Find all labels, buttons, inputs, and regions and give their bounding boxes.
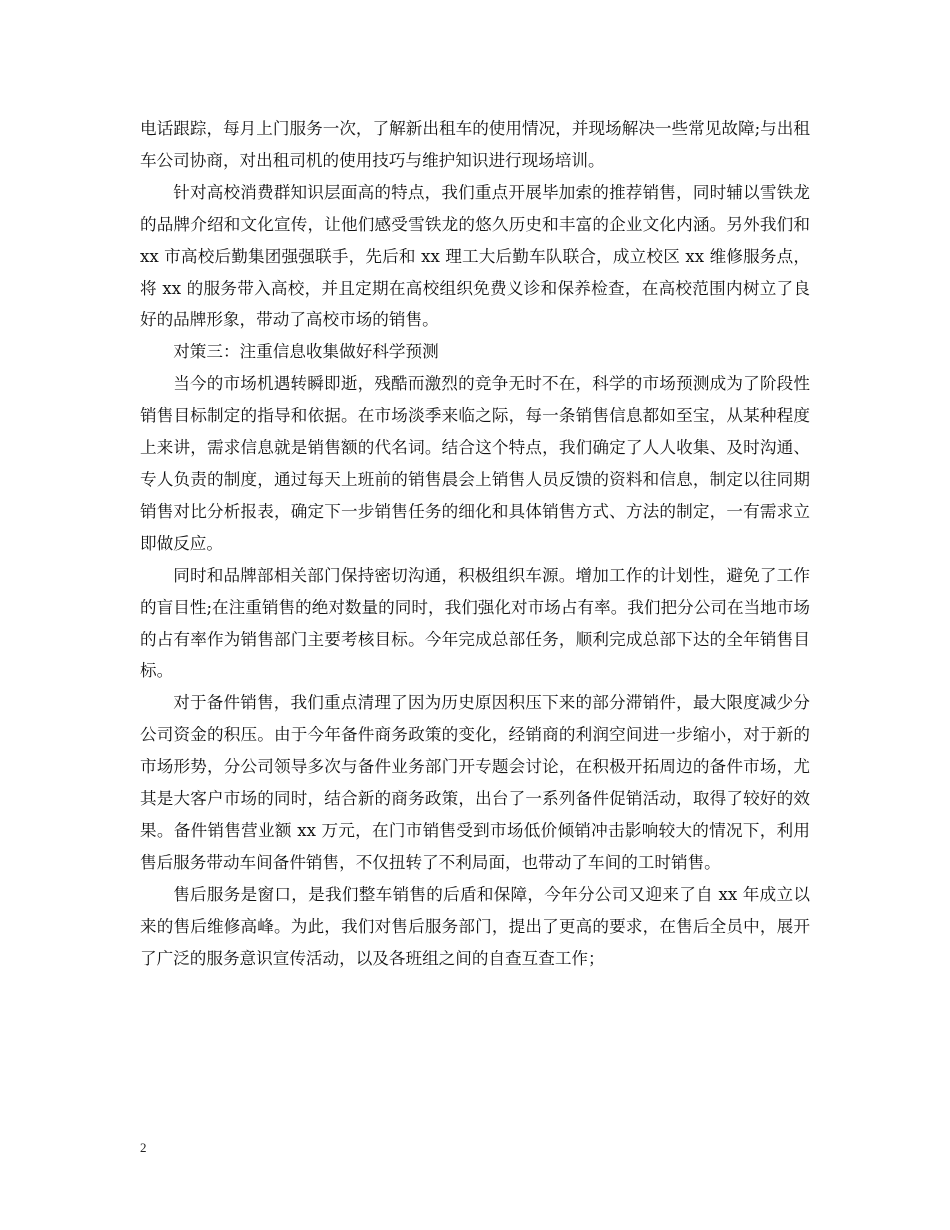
paragraph-6: 售后服务是窗口，是我们整车销售的后盾和保障，今年分公司又迎来了自 xx 年成立以来的售后维修高峰。为此，我们对售后服务部门，提出了更高的要求，在售后全员中，展开了广泛的服务意识宣传活动，以及各班组之间的自查互查工作； — [140, 884, 810, 968]
section-heading: 对策三：注重信息收集做好科学预测 — [173, 342, 439, 362]
paragraph-4: 同时和品牌部相关部门保持密切沟通，积极组织车源。增加工作的计划性，避免了工作的盲目性;在注重销售的绝对数量的同时，我们强化对市场占有率。我们把分公司在当地市场的占有率作为销售部门主要考核目标。今年完成总部任务，顺利完成总部下达的全年销售目标。 — [140, 565, 810, 681]
paragraph-2: 针对高校消费群知识层面高的特点，我们重点开展毕加索的推荐销售，同时辅以雪铁龙的品牌介绍和文化宣传，让他们感受雪铁龙的悠久历史和丰富的企业文化内涵。另外我们和 xx 市高校后勤集团强强联手，先后和 xx 理工大后勤车队联合，成立校区 xx 维修服务点，将 xx 的服务带入高校，并且定期在高校组织免费义诊和保养检查，在高校范围内树立了良好的品牌形象，带动了高校市场的销售。 — [140, 182, 810, 330]
paragraph-5: 对于备件销售，我们重点清理了因为历史原因积压下来的部分滞销件，最大限度减少分公司资金的积压。由于今年备件商务政策的变化，经销商的利润空间进一步缩小，对于新的市场形势，分公司领导多次与备件业务部门开专题会讨论，在积极开拓周边的备件市场，尤其是大客户市场的同时，结合新的商务政策，出台了一系列备件促销活动，取得了较好的效果。备件销售营业额 xx 万元，在门市销售受到市场低价倾销冲击影响较大的情况下，利用售后服务带动车间备件销售，不仅扭转了不利局面，也带动了车间的工时销售。 — [140, 693, 810, 872]
paragraph-3: 当今的市场机遇转瞬即逝，残酷而激烈的竞争无时不在，科学的市场预测成为了阶段性销售目标制定的指导和依据。在市场淡季来临之际，每一条销售信息都如至宝，从某种程度上来讲，需求信息就是销售额的代名词。结合这个特点，我们确定了人人收集、及时沟通、专人负责的制度，通过每天上班前的销售晨会上销售人员反馈的资料和信息，制定以往同期销售对比分析报表，确定下一步销售任务的细化和具体销售方式、方法的制定，一有需求立即做反应。 — [140, 374, 810, 553]
page-number: 2 — [140, 1140, 147, 1155]
body-text — [140, 113, 810, 974]
paragraph-1: 电话跟踪，每月上门服务一次，了解新出租车的使用情况，并现场解决一些常见故障;与出租车公司协商，对出租司机的使用技巧与维护知识进行现场培训。 — [140, 119, 810, 170]
